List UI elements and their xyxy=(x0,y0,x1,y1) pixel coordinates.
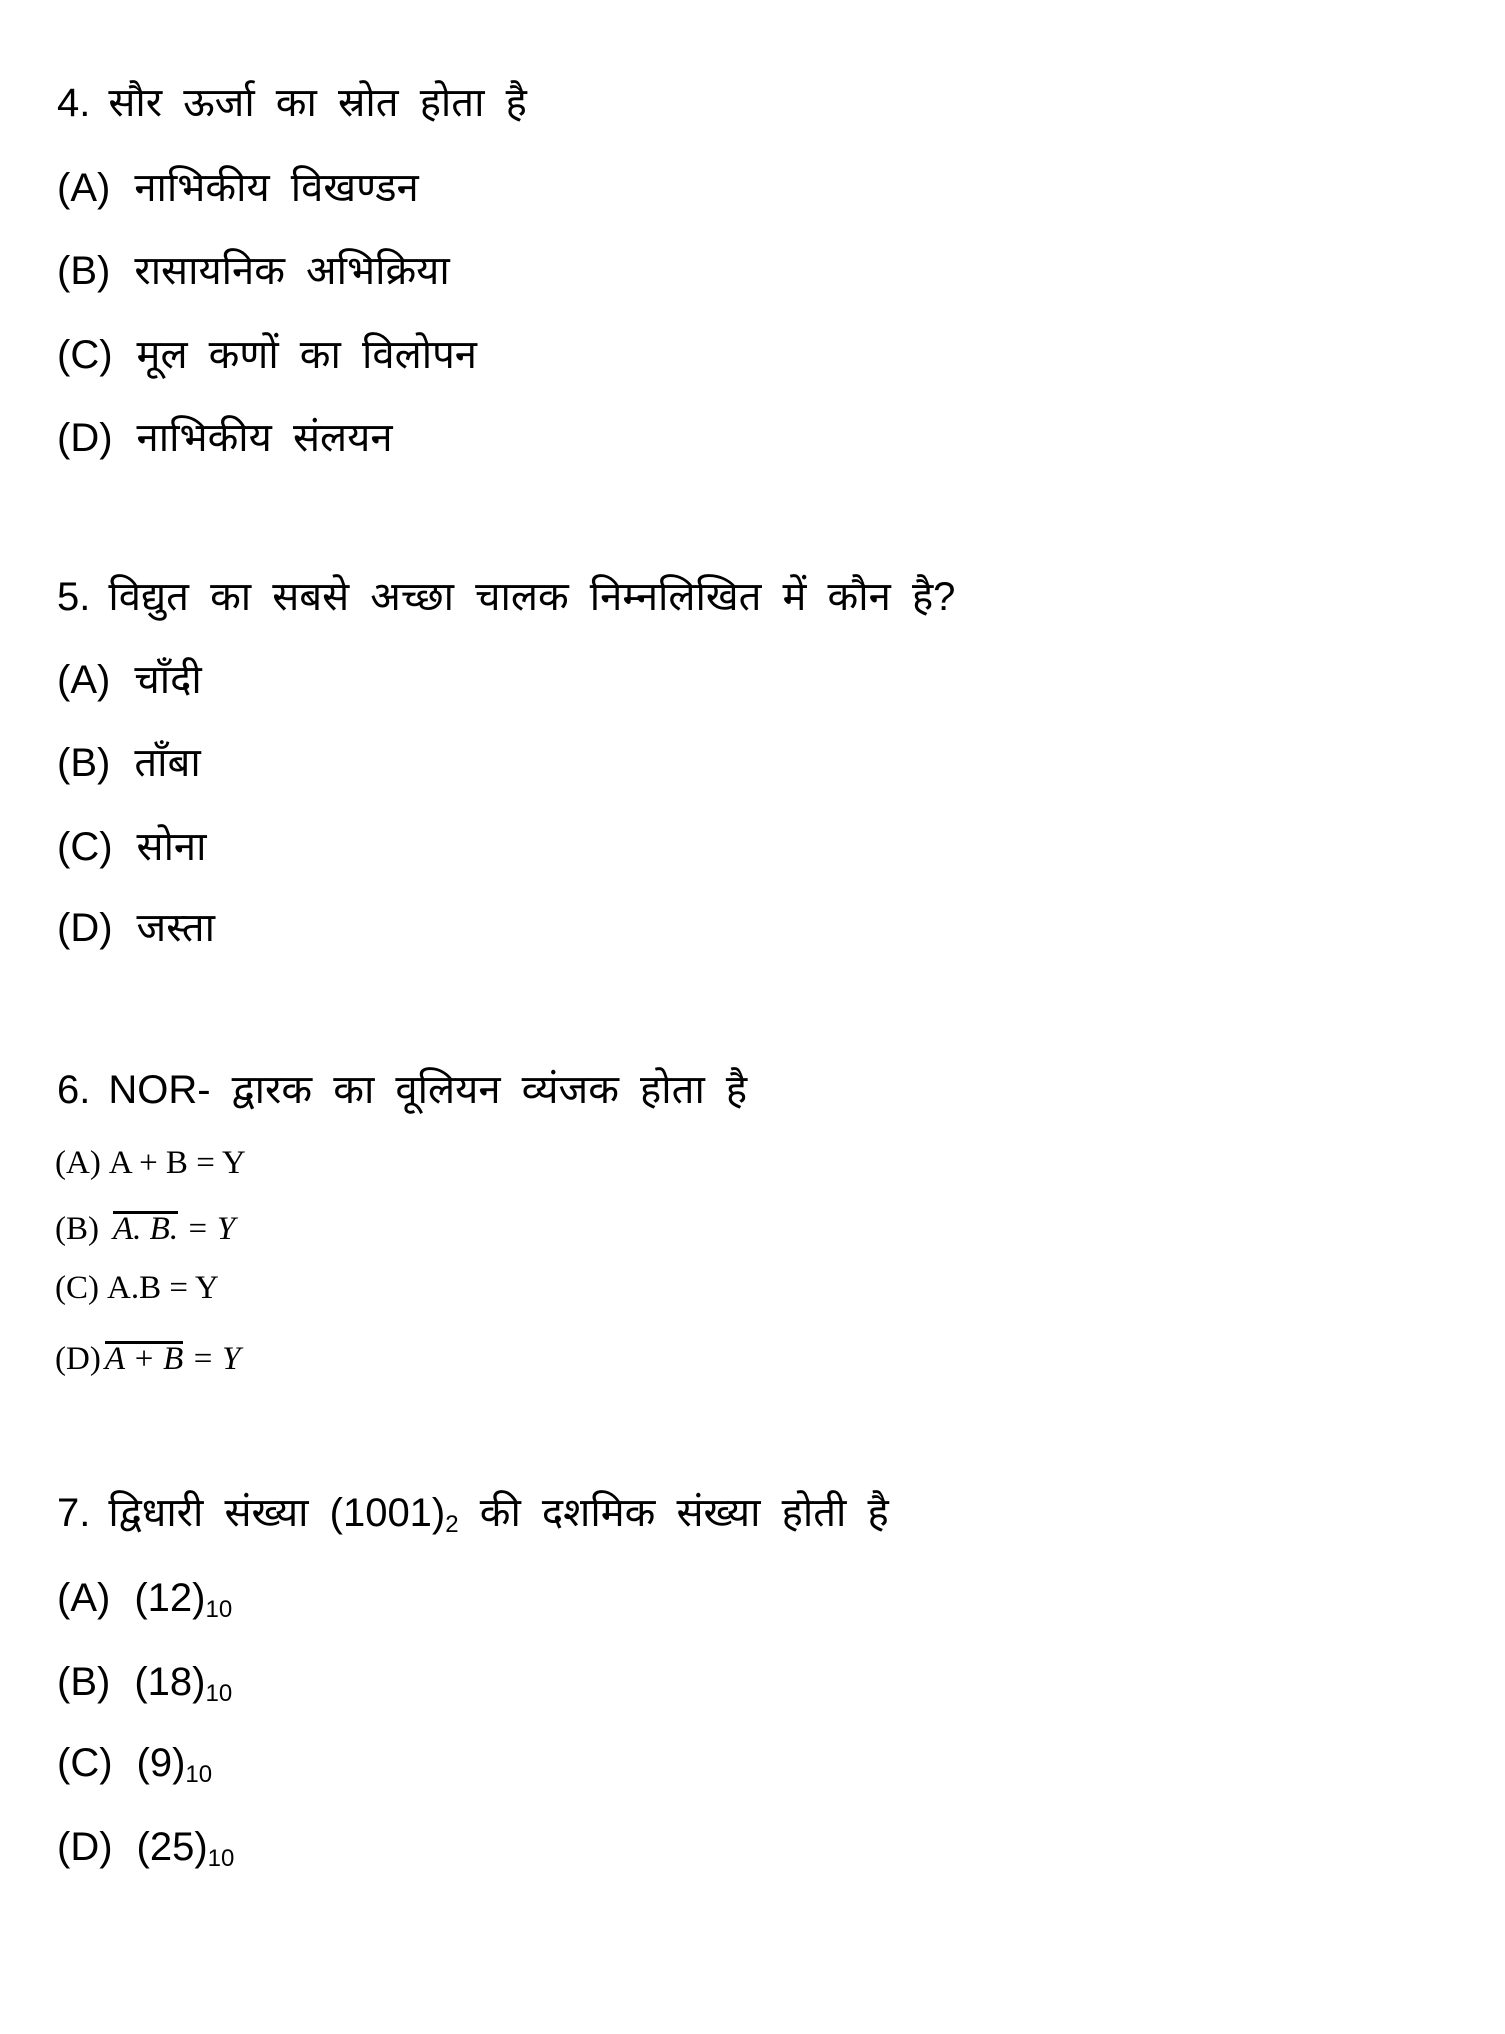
expression-rest: = Y xyxy=(183,1341,241,1377)
option-label: (C) xyxy=(57,1741,113,1785)
option-a xyxy=(57,1574,232,1622)
option-c xyxy=(57,1739,212,1787)
number-value: (18) xyxy=(134,1660,206,1704)
option-label: (D) xyxy=(57,906,113,950)
question-5 xyxy=(57,573,955,621)
overline-expression: A + B xyxy=(104,1341,184,1377)
option-c xyxy=(55,1268,219,1308)
question-text-after: की दशमिक संख्या होती है xyxy=(458,1491,889,1535)
option-text: चाँदी xyxy=(134,658,202,702)
option-text: रासायनिक अभिक्रिया xyxy=(134,249,450,293)
option-b xyxy=(57,247,450,295)
number-value: (12) xyxy=(134,1576,206,1620)
option-expression: A + B = Y xyxy=(108,1145,246,1181)
option-value xyxy=(134,1576,233,1623)
option-value xyxy=(136,1741,213,1788)
option-label: (B) xyxy=(57,741,111,785)
option-label: (D) xyxy=(57,1825,113,1869)
question-4 xyxy=(57,79,527,127)
number-value: (25) xyxy=(136,1825,208,1869)
question-number: 4. xyxy=(57,81,91,125)
question-text-before: द्विधारी संख्या (1001) xyxy=(108,1491,446,1535)
number-value: (9) xyxy=(136,1741,186,1785)
option-label: (D) xyxy=(55,1341,101,1377)
option-label: (B) xyxy=(57,1660,111,1704)
option-label: (C) xyxy=(57,333,113,377)
option-text: ताँबा xyxy=(134,741,201,785)
option-label: (A) xyxy=(57,166,111,210)
question-number: 7. xyxy=(57,1491,91,1535)
option-expression: A.B = Y xyxy=(107,1270,219,1306)
option-label: (C) xyxy=(57,825,113,869)
option-a xyxy=(55,1143,246,1183)
option-c xyxy=(57,331,477,379)
option-d xyxy=(57,904,215,952)
option-text: नाभिकीय संलयन xyxy=(136,416,393,460)
base-subscript: 10 xyxy=(205,1680,233,1707)
binary-base-subscript: 2 xyxy=(445,1511,459,1538)
option-expression xyxy=(113,1211,235,1247)
option-value xyxy=(136,1825,235,1872)
question-text xyxy=(108,1491,889,1538)
option-label: (D) xyxy=(57,416,113,460)
question-number: 6. xyxy=(57,1068,91,1112)
question-7 xyxy=(57,1489,889,1537)
base-subscript: 10 xyxy=(185,1761,213,1788)
question-number: 5. xyxy=(57,575,91,619)
overline-expression: A. B. xyxy=(113,1211,179,1247)
question-text: NOR- द्वारक का वूलियन व्यंजक होता है xyxy=(108,1068,748,1112)
option-text: सोना xyxy=(136,825,207,869)
option-d xyxy=(57,1823,234,1871)
option-text: जस्ता xyxy=(136,906,215,950)
question-text: विद्युत का सबसे अच्छा चालक निम्नलिखित में कौन है? xyxy=(108,575,956,619)
option-d xyxy=(57,414,393,462)
option-d xyxy=(55,1339,240,1379)
option-label: (C) xyxy=(55,1270,99,1306)
option-label: (B) xyxy=(55,1211,99,1247)
option-text: मूल कणों का विलोपन xyxy=(136,333,477,377)
option-label: (A) xyxy=(57,1576,111,1620)
option-label: (B) xyxy=(57,249,111,293)
option-label: (A) xyxy=(55,1145,101,1181)
option-a xyxy=(57,656,202,704)
option-c xyxy=(57,823,207,871)
option-b xyxy=(57,739,201,787)
expression-rest: = Y xyxy=(178,1211,236,1247)
option-label: (A) xyxy=(57,658,111,702)
option-b xyxy=(55,1209,235,1249)
option-value xyxy=(134,1660,233,1707)
question-6 xyxy=(57,1066,747,1114)
option-a xyxy=(57,164,419,212)
base-subscript: 10 xyxy=(207,1845,235,1872)
option-expression xyxy=(105,1341,241,1377)
option-text: नाभिकीय विखण्डन xyxy=(134,166,419,210)
question-text: सौर ऊर्जा का स्रोत होता है xyxy=(108,81,527,125)
base-subscript: 10 xyxy=(205,1596,233,1623)
option-b xyxy=(57,1658,232,1706)
